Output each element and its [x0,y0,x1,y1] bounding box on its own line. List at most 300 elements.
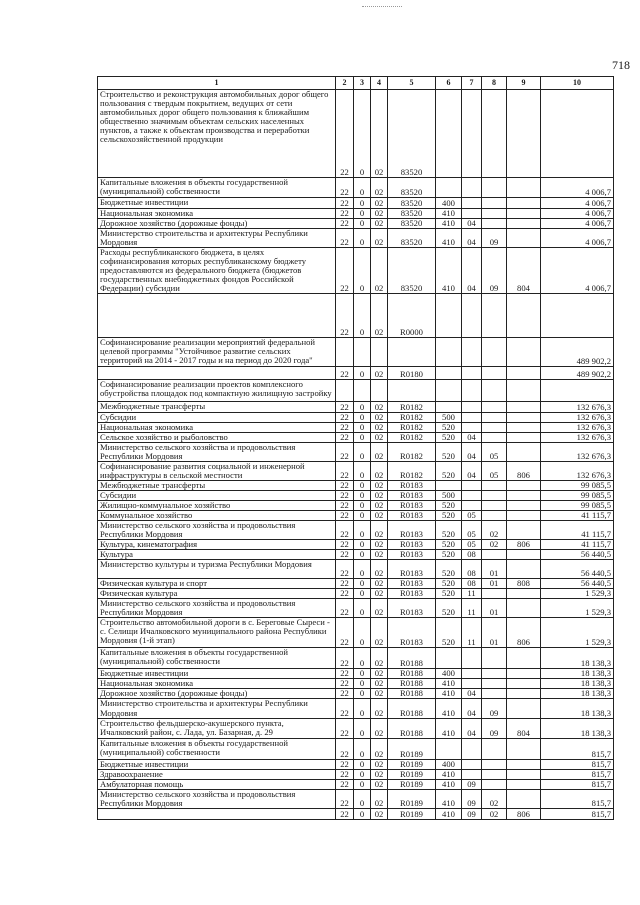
code-4: 02 [371,402,388,413]
row-name: Жилищно-коммунальное хозяйство [98,501,336,511]
code-3: 0 [354,579,371,589]
target-article [388,380,436,402]
ministry-code [507,779,541,789]
row-name: Софинансирование реализации проектов комплексного обустройства площадок под компактную жилищную застройку [98,380,336,402]
amount: 56 440,5 [541,579,614,589]
amount: 18 138,3 [541,699,614,718]
code-2: 22 [336,599,354,618]
target-article: R0189 [388,789,436,808]
code-4: 02 [371,521,388,540]
amount [541,90,614,178]
code-4: 02 [371,198,388,209]
row-name: Строительство и реконструкция автомобильных дорог общего пользования с твердым покрытием, ведущих от сети автомобильных дорог общего пользования к ближайшим общественно значимым объектам сельских населенных пунктов, а также к объектам производства и переработки сельскохозяйственной продукции [98,90,336,178]
section [462,769,482,779]
code-2: 22 [336,462,354,481]
code-4: 02 [371,443,388,462]
expense-type [436,402,462,413]
code-3: 0 [354,367,371,380]
target-article: 83520 [388,90,436,178]
code-2: 22 [336,679,354,689]
ministry-code [507,501,541,511]
row-name: Межбюджетные трансферты [98,481,336,491]
table-row [98,433,614,443]
table-row [98,229,614,248]
table-row [98,759,614,769]
amount: 132 676,3 [541,402,614,413]
code-4 [371,338,388,367]
row-name: Здравоохранение [98,769,336,779]
code-3: 0 [354,462,371,481]
table-row [98,779,614,789]
expense-type: 520 [436,462,462,481]
subsection [482,769,507,779]
row-name: Амбулаторная помощь [98,779,336,789]
col-header: 7 [462,77,482,90]
code-4: 02 [371,294,388,338]
subsection [482,198,507,209]
amount: 18 138,3 [541,669,614,679]
section [462,209,482,219]
expense-type: 400 [436,759,462,769]
section: 04 [462,462,482,481]
ministry-code [507,481,541,491]
table-row [98,579,614,589]
expense-type [436,338,462,367]
table-row [98,618,614,648]
ministry-code [507,294,541,338]
code-3: 0 [354,808,371,819]
code-3: 0 [354,599,371,618]
amount: 41 115,7 [541,521,614,540]
expense-type: 520 [436,443,462,462]
amount: 815,7 [541,789,614,808]
subsection [482,413,507,423]
table-row [98,699,614,718]
ministry-code [507,178,541,198]
subsection: 01 [482,579,507,589]
section: 11 [462,589,482,599]
code-2: 22 [336,511,354,521]
code-2: 22 [336,550,354,560]
code-4: 02 [371,90,388,178]
amount [541,380,614,402]
code-4: 02 [371,413,388,423]
target-article: R0189 [388,759,436,769]
code-2: 22 [336,759,354,769]
amount: 4 006,7 [541,198,614,209]
code-3: 0 [354,491,371,501]
code-4: 02 [371,648,388,669]
table-row [98,198,614,209]
code-3: 0 [354,423,371,433]
table-row [98,689,614,699]
code-3: 0 [354,679,371,689]
row-name: Национальная экономика [98,209,336,219]
target-article: R0000 [388,294,436,338]
amount: 1 529,3 [541,589,614,599]
expense-type: 520 [436,550,462,560]
section: 04 [462,433,482,443]
row-name: Национальная экономика [98,679,336,689]
code-2: 22 [336,367,354,380]
target-article: 83520 [388,219,436,229]
code-2: 22 [336,481,354,491]
ministry-code [507,689,541,699]
code-3: 0 [354,294,371,338]
code-4: 02 [371,808,388,819]
code-2: 22 [336,738,354,759]
header-row [98,77,614,90]
ministry-code [507,699,541,718]
table-row [98,550,614,560]
section [462,90,482,178]
row-name: Министерство культуры и туризма Республики Мордовия [98,560,336,579]
section: 04 [462,689,482,699]
row-name: Дорожное хозяйство (дорожные фонды) [98,689,336,699]
target-article: R0183 [388,491,436,501]
col-header: 9 [507,77,541,90]
ministry-code [507,209,541,219]
amount: 815,7 [541,738,614,759]
code-3: 0 [354,501,371,511]
ministry-code [507,367,541,380]
target-article: R0189 [388,808,436,819]
code-2: 22 [336,248,354,294]
subsection: 05 [482,443,507,462]
col-header: 8 [482,77,507,90]
code-3: 0 [354,759,371,769]
table-row [98,679,614,689]
amount: 56 440,5 [541,560,614,579]
ministry-code [507,90,541,178]
section [462,759,482,769]
expense-type: 500 [436,491,462,501]
table-row [98,540,614,550]
amount: 815,7 [541,759,614,769]
ministry-code [507,229,541,248]
target-article: R0182 [388,462,436,481]
expense-type [436,294,462,338]
code-2: 22 [336,808,354,819]
subsection [482,679,507,689]
code-4: 02 [371,589,388,599]
target-article [388,338,436,367]
row-name: Капитальные вложения в объекты государственной (муниципальной) собственности [98,178,336,198]
subsection: 05 [482,462,507,481]
ministry-code [507,433,541,443]
ministry-code [507,521,541,540]
code-4: 02 [371,699,388,718]
subsection [482,511,507,521]
amount: 99 085,5 [541,501,614,511]
amount: 815,7 [541,769,614,779]
col-header: 5 [388,77,436,90]
ministry-code [507,599,541,618]
section [462,679,482,689]
subsection [482,209,507,219]
expense-type: 410 [436,219,462,229]
subsection: 02 [482,808,507,819]
code-2: 22 [336,779,354,789]
subsection [482,481,507,491]
section [462,380,482,402]
row-name: Национальная экономика [98,423,336,433]
table-row [98,718,614,738]
ministry-code [507,669,541,679]
subsection [482,338,507,367]
code-3: 0 [354,481,371,491]
amount: 56 440,5 [541,550,614,560]
target-article: R0183 [388,599,436,618]
code-4: 02 [371,618,388,648]
subsection [482,738,507,759]
table-row [98,599,614,618]
target-article: R0183 [388,511,436,521]
section [462,413,482,423]
amount: 132 676,3 [541,443,614,462]
section [462,669,482,679]
ministry-code [507,402,541,413]
code-2 [336,338,354,367]
expense-type: 410 [436,248,462,294]
ministry-code [507,789,541,808]
code-3: 0 [354,789,371,808]
target-article: R0182 [388,433,436,443]
ministry-code: 806 [507,808,541,819]
amount: 132 676,3 [541,433,614,443]
table-row [98,380,614,402]
code-4: 02 [371,540,388,550]
expense-type: 520 [436,560,462,579]
code-4: 02 [371,219,388,229]
target-article: 83520 [388,209,436,219]
table-row [98,491,614,501]
code-4: 02 [371,789,388,808]
table-row [98,338,614,367]
code-3: 0 [354,402,371,413]
table-row [98,248,614,294]
expense-type [436,380,462,402]
row-name: Министерство строительства и архитектуры Республики Мордовия [98,699,336,718]
code-4: 02 [371,738,388,759]
code-3: 0 [354,550,371,560]
amount: 18 138,3 [541,718,614,738]
code-2: 22 [336,501,354,511]
code-2: 22 [336,540,354,550]
code-4: 02 [371,367,388,380]
code-4: 02 [371,560,388,579]
section [462,402,482,413]
subsection [482,689,507,699]
expense-type [436,648,462,669]
section [462,338,482,367]
code-4: 02 [371,423,388,433]
ministry-code [507,511,541,521]
subsection: 01 [482,618,507,648]
row-name: Бюджетные инвестиции [98,759,336,769]
code-3: 0 [354,229,371,248]
code-3: 0 [354,413,371,423]
ministry-code: 806 [507,462,541,481]
amount: 132 676,3 [541,423,614,433]
ministry-code [507,338,541,367]
expense-type: 410 [436,789,462,808]
expense-type: 410 [436,689,462,699]
row-name: Дорожное хозяйство (дорожные фонды) [98,219,336,229]
col-header: 1 [98,77,336,90]
scan-artifact [362,6,402,10]
target-article: R0182 [388,423,436,433]
row-name: Министерство строительства и архитектуры Республики Мордовия [98,229,336,248]
code-3: 0 [354,90,371,178]
target-article: R0183 [388,550,436,560]
code-2: 22 [336,618,354,648]
expense-type: 520 [436,511,462,521]
section: 09 [462,789,482,808]
target-article: R0183 [388,481,436,491]
expense-type: 410 [436,209,462,219]
section: 04 [462,443,482,462]
code-2: 22 [336,648,354,669]
section: 11 [462,599,482,618]
target-article: R0183 [388,618,436,648]
amount: 99 085,5 [541,491,614,501]
ministry-code [507,679,541,689]
expense-type: 410 [436,779,462,789]
row-name: Бюджетные инвестиции [98,198,336,209]
expense-type: 410 [436,808,462,819]
code-2: 22 [336,294,354,338]
subsection [482,367,507,380]
row-name: Межбюджетные трансферты [98,402,336,413]
table-row [98,808,614,819]
code-3: 0 [354,248,371,294]
section: 05 [462,521,482,540]
row-name: Сельское хозяйство и рыболовство [98,433,336,443]
page-number: 718 [612,58,630,72]
table-row [98,402,614,413]
target-article: R0183 [388,521,436,540]
section: 04 [462,248,482,294]
table-row [98,769,614,779]
code-4: 02 [371,501,388,511]
section [462,178,482,198]
amount: 18 138,3 [541,648,614,669]
code-3: 0 [354,521,371,540]
target-article: R0188 [388,718,436,738]
ministry-code [507,648,541,669]
target-article: R0188 [388,669,436,679]
expense-type [436,367,462,380]
amount [541,294,614,338]
target-article: R0189 [388,738,436,759]
target-article: 83520 [388,178,436,198]
code-4: 02 [371,462,388,481]
table-row [98,443,614,462]
expense-type: 400 [436,669,462,679]
table-row [98,90,614,178]
target-article: R0188 [388,699,436,718]
subsection: 02 [482,521,507,540]
table-row [98,367,614,380]
section: 09 [462,808,482,819]
code-2: 22 [336,579,354,589]
row-name: Строительство автомобильной дороги в с. Береговые Сыреси - с. Селищи Ичалковского муниципального района Республики Мордовия (1-й этап) [98,618,336,648]
subsection [482,423,507,433]
code-2: 22 [336,229,354,248]
code-2: 22 [336,669,354,679]
target-article: 83520 [388,198,436,209]
table-row [98,511,614,521]
subsection [482,178,507,198]
subsection [482,759,507,769]
table-row [98,462,614,481]
row-name: Софинансирование реализации мероприятий федеральной целевой программы "Устойчивое развитие сельских территорий на 2014 - 2017 годы и на период до 2020 года" [98,338,336,367]
subsection: 01 [482,599,507,618]
code-4: 02 [371,769,388,779]
section [462,501,482,511]
subsection [482,402,507,413]
code-3: 0 [354,699,371,718]
section: 05 [462,540,482,550]
subsection [482,294,507,338]
code-2: 22 [336,90,354,178]
expense-type: 500 [436,413,462,423]
target-article: R0189 [388,779,436,789]
target-article: R0189 [388,769,436,779]
code-3: 0 [354,618,371,648]
code-3: 0 [354,178,371,198]
code-2 [336,380,354,402]
amount: 18 138,3 [541,689,614,699]
section [462,367,482,380]
expense-type: 520 [436,423,462,433]
ministry-code [507,423,541,433]
expense-type: 520 [436,579,462,589]
code-4: 02 [371,759,388,769]
ministry-code [507,769,541,779]
expense-type: 410 [436,699,462,718]
code-4: 02 [371,481,388,491]
code-2: 22 [336,423,354,433]
code-2: 22 [336,789,354,808]
code-3: 0 [354,209,371,219]
ministry-code [507,759,541,769]
expense-type: 410 [436,718,462,738]
code-2: 22 [336,413,354,423]
row-name: Расходы республиканского бюджета, в целях софинансирования которых республиканскому бюджету предоставляются из федерального бюджета (бюджетов государственных внебюджетных фондов Российской Федерации) субсидии [98,248,336,294]
code-4: 02 [371,679,388,689]
code-2: 22 [336,769,354,779]
code-3: 0 [354,511,371,521]
row-name: Культура [98,550,336,560]
code-3: 0 [354,219,371,229]
subsection [482,491,507,501]
table-row [98,413,614,423]
table-row [98,521,614,540]
section: 11 [462,618,482,648]
code-2: 22 [336,699,354,718]
expense-type [436,178,462,198]
subsection: 09 [482,248,507,294]
target-article: R0183 [388,589,436,599]
col-header: 10 [541,77,614,90]
section [462,648,482,669]
amount: 4 006,7 [541,229,614,248]
expense-type: 520 [436,589,462,599]
expense-type: 520 [436,618,462,648]
section: 04 [462,699,482,718]
